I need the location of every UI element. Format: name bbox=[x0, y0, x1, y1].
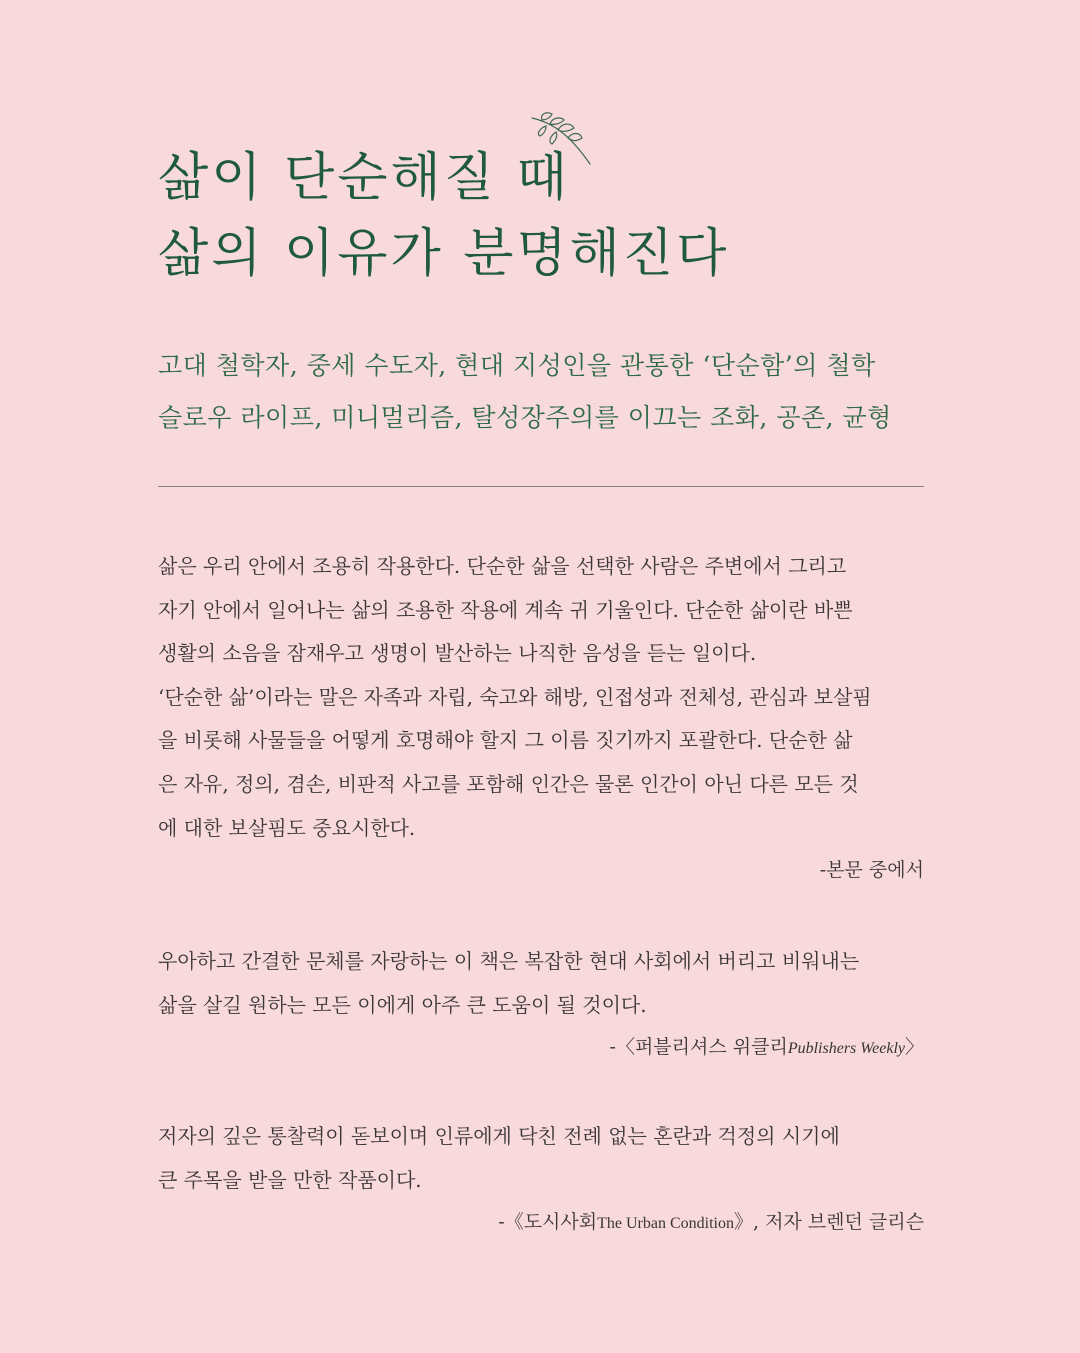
book-subtitle bbox=[158, 340, 892, 444]
review-paragraph bbox=[158, 940, 924, 1027]
review-source bbox=[158, 1027, 924, 1069]
excerpt-line: 은 자유, 정의, 겸손, 비판적 사고를 포함해 인간은 물론 인간이 아닌 다른 모든 것 bbox=[158, 771, 859, 796]
review-line: 저자의 깊은 통찰력이 돋보이며 인류에게 닥친 전례 없는 혼란과 걱정의 시기에 bbox=[158, 1124, 840, 1148]
review-paragraph bbox=[158, 1115, 924, 1202]
source-prefix: -《도시사회 bbox=[498, 1211, 598, 1234]
title-line-1: 삶이 단순해질 때 bbox=[158, 148, 570, 208]
review-line: 우아하고 간결한 문체를 자랑하는 이 책은 복잡한 현대 사회에서 버리고 비워내는 bbox=[158, 949, 860, 973]
review-urban-condition bbox=[158, 1115, 924, 1244]
excerpt-line: 을 비롯해 사물들을 어떻게 호명해야 할지 그 이름 짓기까지 포괄한다. 단순한 삶 bbox=[158, 728, 853, 753]
title-line-2: 삶의 이유가 분명해진다 bbox=[158, 224, 730, 284]
excerpt-line: 삶은 우리 안에서 조용히 작용한다. 단순한 삶을 선택한 사람은 주변에서 그리고 bbox=[158, 554, 847, 578]
excerpt-source: -본문 중에서 bbox=[819, 859, 924, 882]
review-line: 큰 주목을 받을 만한 작품이다. bbox=[158, 1167, 422, 1192]
source-prefix: -〈퍼블리셔스 위클리 bbox=[609, 1036, 788, 1059]
review-source bbox=[158, 1202, 924, 1244]
review-publishers-weekly bbox=[158, 940, 924, 1069]
excerpt-line: 생활의 소음을 잠재우고 생명이 발산하는 나직한 음성을 듣는 일이다. bbox=[158, 641, 757, 666]
subtitle-line-2: 슬로우 라이프, 미니멀리즘, 탈성장주의를 이끄는 조화, 공존, 균형 bbox=[158, 403, 892, 432]
excerpt-line: 자기 안에서 일어나는 삶의 조용한 작용에 계속 귀 기울인다. 단순한 삶이란 바쁜 bbox=[158, 597, 853, 622]
section-divider bbox=[158, 486, 924, 487]
excerpt-line: ‘단순한 삶’이라는 말은 자족과 자립, 숙고와 해방, 인접성과 전체성, 관심과 보살핌 bbox=[158, 684, 872, 709]
source-suffix: 》, 저자 브렌던 글리슨 bbox=[734, 1211, 924, 1234]
excerpt-paragraph bbox=[158, 545, 924, 850]
excerpt-section bbox=[158, 545, 924, 890]
source-latin-title: The Urban Condition bbox=[597, 1215, 734, 1233]
source-suffix: 〉 bbox=[904, 1036, 924, 1059]
subtitle-line-1: 고대 철학자, 중세 수도자, 현대 지성인을 관통한 ‘단순함’의 철학 bbox=[158, 351, 876, 380]
source-latin-title: Publishers Weekly bbox=[787, 1040, 905, 1058]
excerpt-line: 에 대한 보살핌도 중요시한다. bbox=[158, 815, 416, 840]
review-line: 삶을 살길 원하는 모든 이에게 아주 큰 도움이 될 것이다. bbox=[158, 992, 647, 1017]
book-title bbox=[158, 140, 729, 292]
